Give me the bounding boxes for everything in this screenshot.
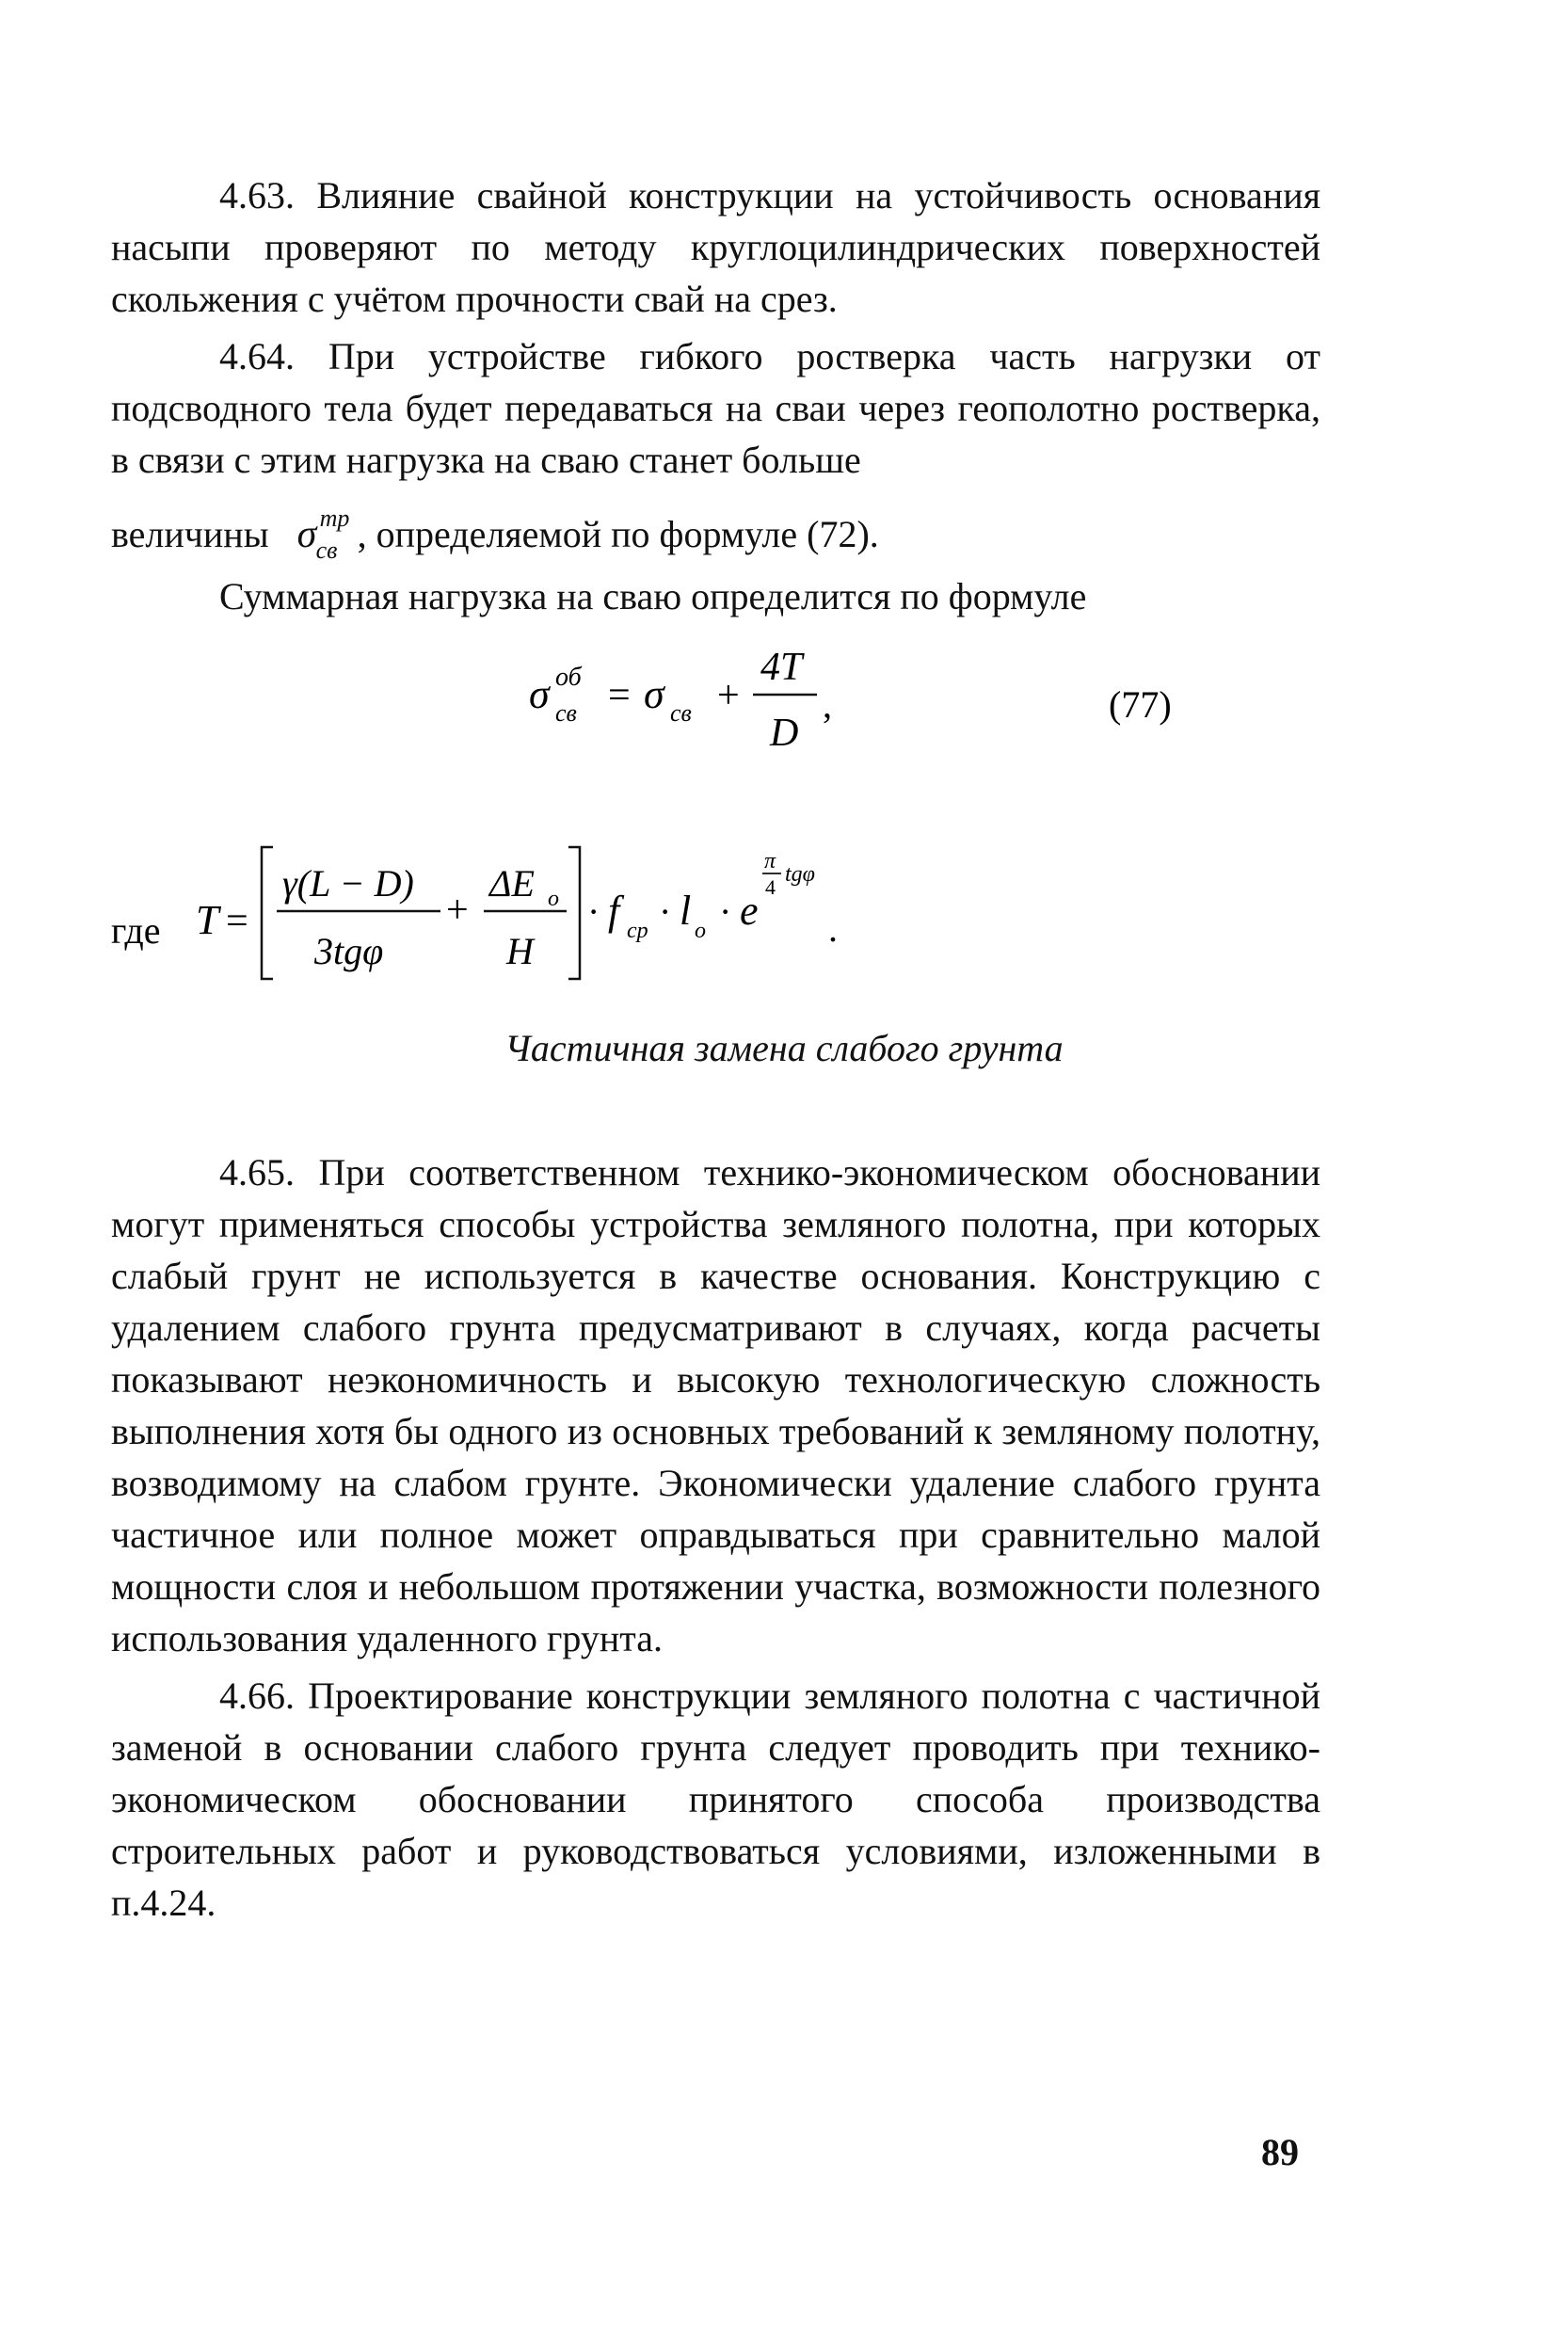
formulas-graphic bbox=[0, 0, 1568, 1017]
ft-dot-2: · bbox=[659, 890, 672, 933]
ft-f: f bbox=[608, 888, 620, 934]
formula-number-77: (77) bbox=[1109, 683, 1172, 726]
ft-frac1-denominator: 3tgφ bbox=[314, 930, 384, 972]
bottom-text-block bbox=[111, 1146, 1320, 1929]
velichiny-tail: , определяемой по формуле (72). bbox=[357, 513, 879, 555]
f77-numerator: 4T bbox=[760, 646, 803, 689]
ft-frac2-num-sub: o bbox=[548, 887, 559, 911]
paragraph-4-64: 4.64. При устройстве гибкого ростверка часть нагрузки от подсводного тела будет передаваться на сваи через геополотно ростверка, в связи с этим нагрузка на сваю станет больше bbox=[111, 335, 1320, 481]
velichiny-word: величины bbox=[111, 513, 269, 555]
paragraph-4-66: 4.66. Проектирование конструкции земляного полотна с частичной заменой в основании слабого грунта следует проводить при технико-экономическом обосновании принятого способа производства строительных работ и руководствоваться условиями, изложенными в п.4.24. bbox=[111, 1674, 1320, 1924]
ft-frac2-denominator: H bbox=[506, 930, 534, 972]
page-number: 89 bbox=[1261, 2131, 1299, 2173]
ft-frac2-numerator: ΔE bbox=[489, 862, 535, 905]
ft-end-period: . bbox=[828, 907, 838, 950]
ft-plus: + bbox=[446, 889, 469, 932]
f77-sigma: σ bbox=[529, 671, 550, 717]
ft-equals: = bbox=[226, 900, 248, 943]
ft-exp-four: 4 bbox=[765, 875, 776, 899]
formula-77 bbox=[529, 646, 1172, 755]
f77-sub-sv-left: св bbox=[555, 699, 577, 727]
sigma-symbol: σ bbox=[296, 513, 317, 556]
f77-sup-ob: об bbox=[555, 663, 582, 692]
f77-sigma-right: σ bbox=[644, 671, 664, 717]
paragraph-4-65: 4.65. При соответственном технико-экономическом обосновании могут применяться способы устройства земляного полотна, при которых слабый грунт не используется в качестве основания. Конструкцию с удалением слабого грунта предусматривают в случаях, когда расчеты показывают неэкономичность и высокую технологическую сложность выполнения хотя бы одного из основных требований к земляному полотну, возводимому на слабом грунте. Экономически удаление слабого грунта частичное или полное может оправдываться при сравнительно малой мощности слоя и небольшом протяжении участка, возможности полезного использования удаленного грунта. bbox=[111, 1151, 1320, 1659]
ft-exp-pi: π bbox=[764, 849, 776, 873]
section-title: Частичная замена слабого грунта bbox=[504, 1027, 1064, 1069]
f77-sub-sv-right: св bbox=[670, 699, 692, 727]
sum-intro-text: Суммарная нагрузка на сваю определится по формуле bbox=[219, 575, 1087, 617]
gde-word: где bbox=[111, 909, 161, 952]
ft-f-sub: cp bbox=[627, 919, 648, 943]
ft-e: e bbox=[740, 888, 759, 934]
sigma-subscript: св bbox=[315, 537, 338, 564]
ft-left-bracket bbox=[262, 847, 273, 979]
ft-right-bracket bbox=[568, 847, 580, 979]
ft-T: T bbox=[196, 897, 219, 943]
paragraph-4-63: 4.63. Влияние свайной конструкции на устойчивость основания насыпи проверяют по методу круглоцилиндрических поверхностей скольжения с учётом прочности свай на срез. bbox=[111, 174, 1320, 320]
sigma-superscript: тр bbox=[319, 505, 350, 532]
f77-equals: = bbox=[608, 674, 631, 717]
f77-denominator: D bbox=[770, 712, 799, 755]
ft-dot-1: · bbox=[587, 890, 600, 933]
ft-l: l bbox=[680, 888, 692, 934]
ft-frac1-numerator: γ(L − D) bbox=[282, 862, 414, 905]
ft-dot-3: · bbox=[719, 890, 732, 933]
f77-comma: , bbox=[823, 683, 832, 726]
ft-l-sub: o bbox=[695, 919, 706, 943]
f77-plus: + bbox=[717, 674, 740, 717]
formula-T bbox=[111, 847, 838, 979]
ft-exp-tg: tgφ bbox=[785, 862, 815, 887]
